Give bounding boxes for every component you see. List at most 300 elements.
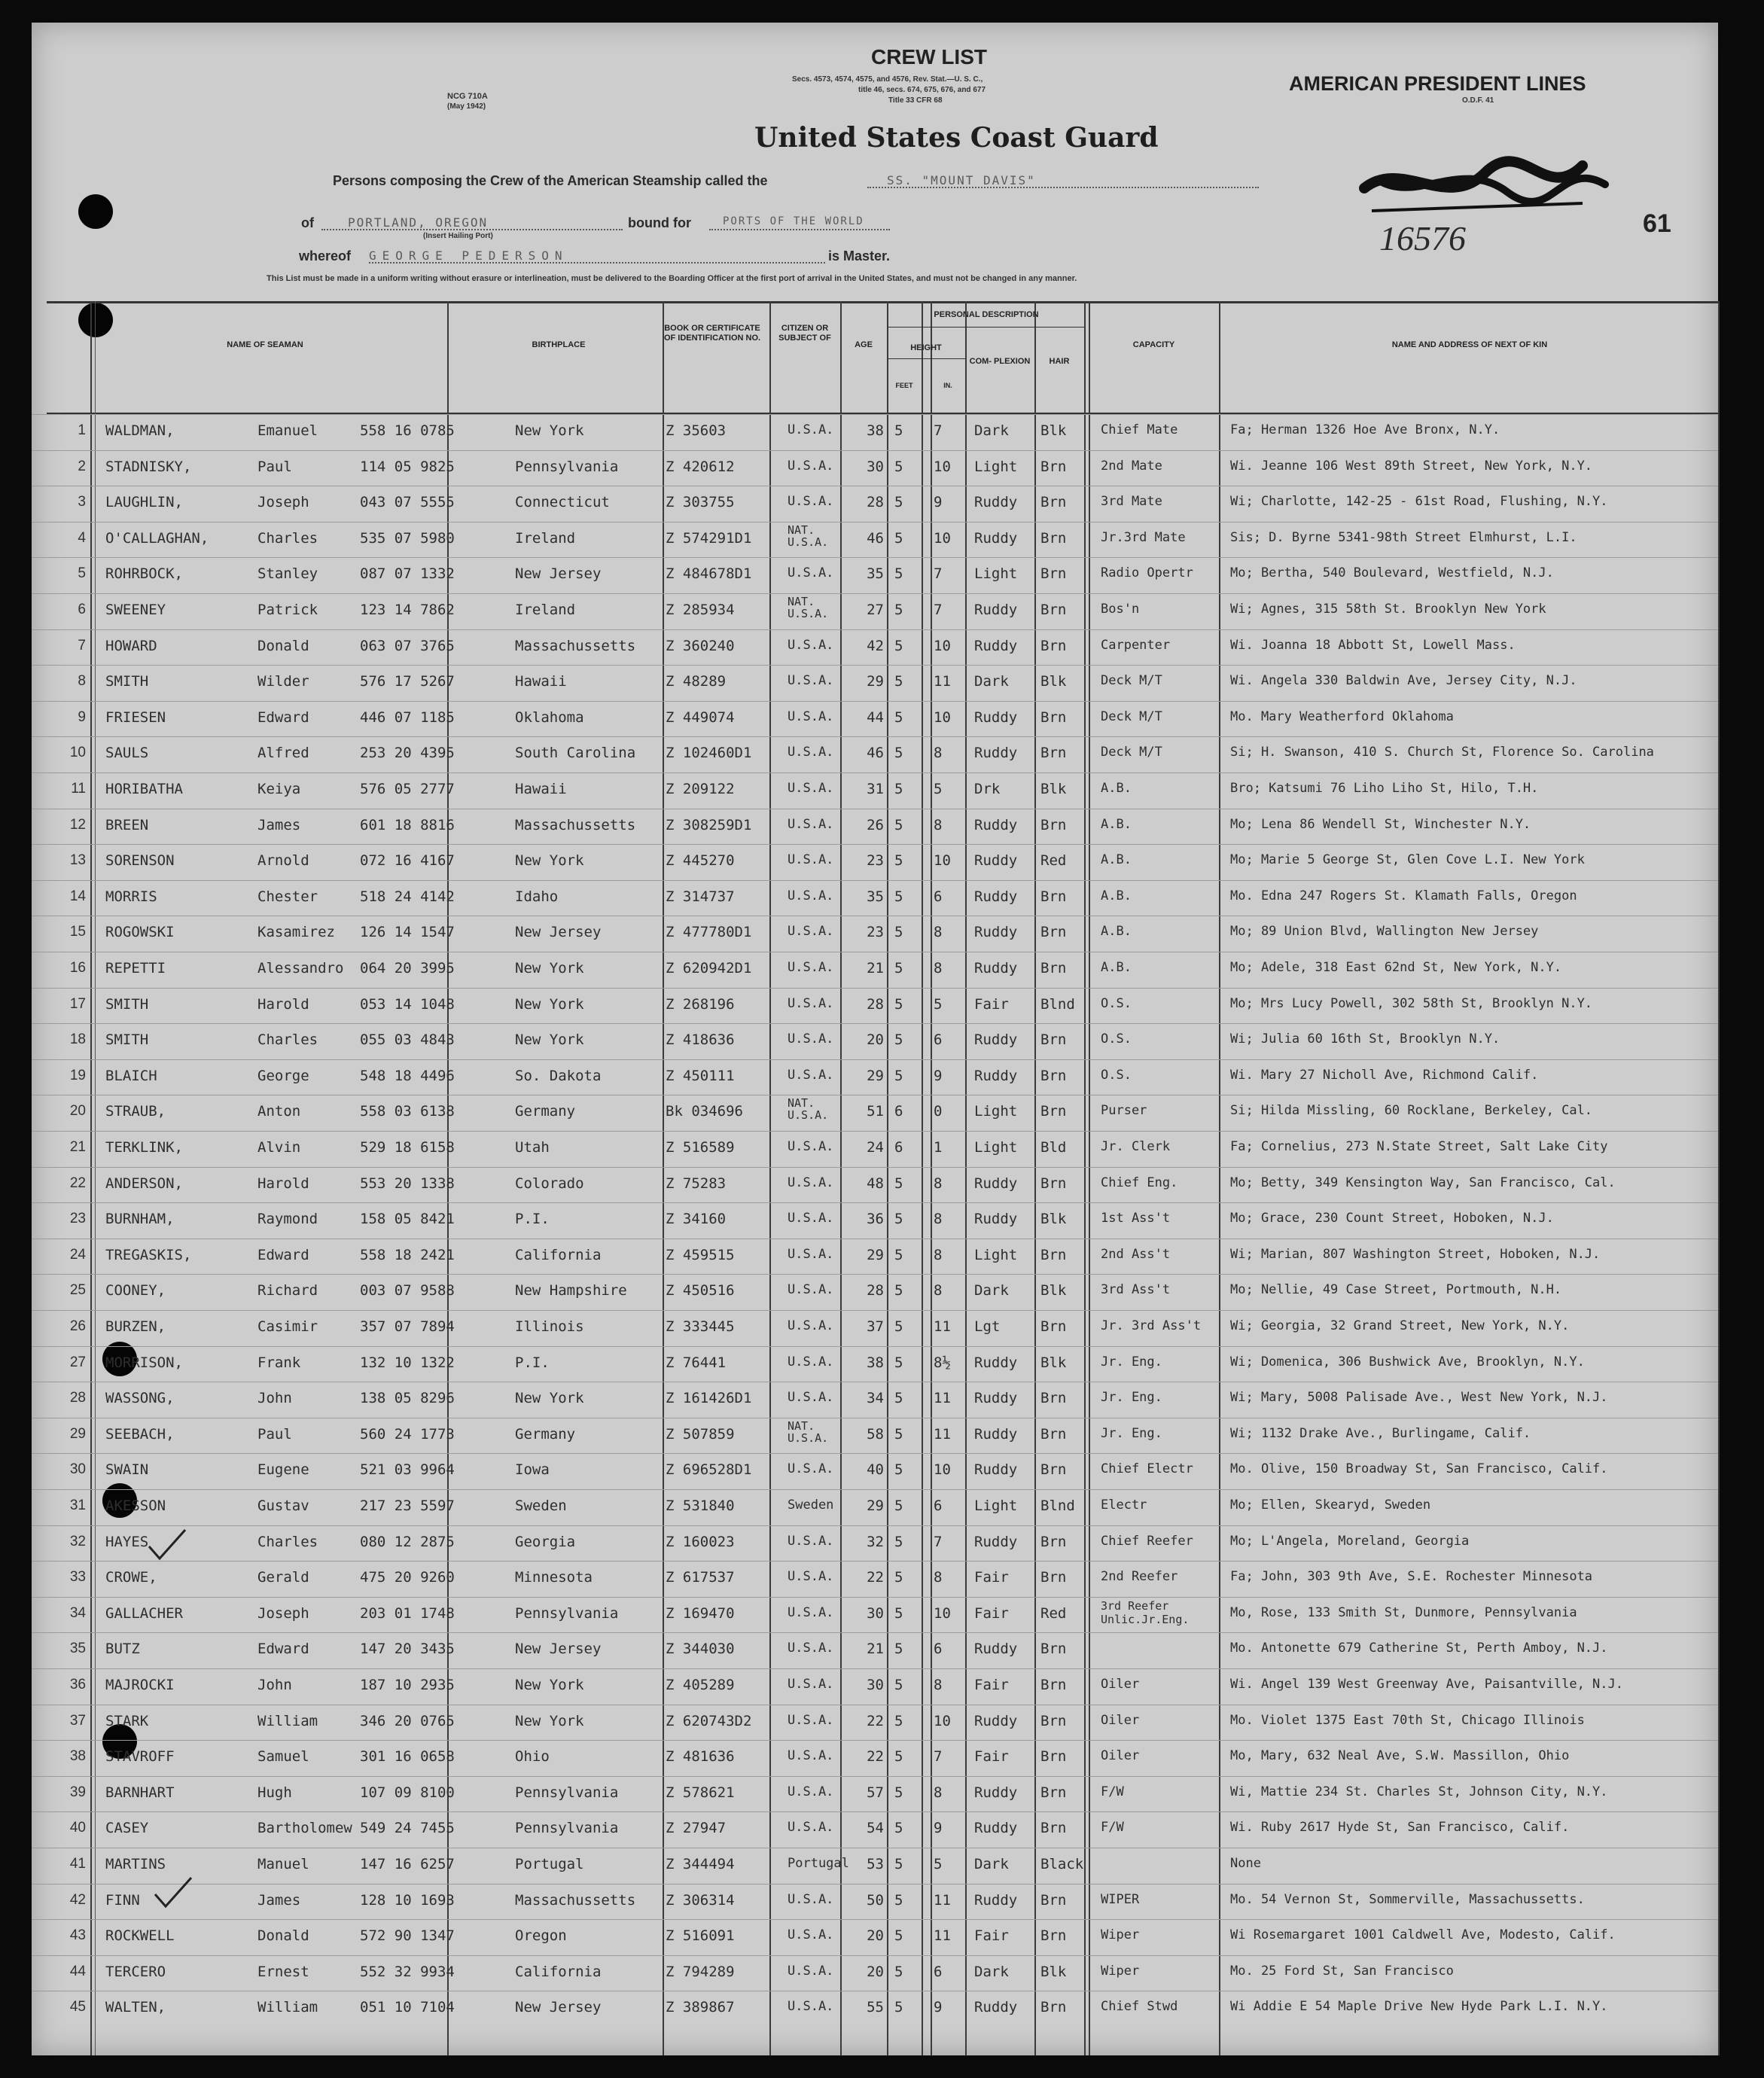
complexion: Light [974, 565, 1018, 583]
age: 54 [867, 1820, 884, 1837]
seaman-given-name: Paul [257, 458, 292, 475]
birthplace: Colorado [515, 1175, 584, 1192]
birthplace: Sweden [515, 1498, 567, 1514]
seaman-given-name: James [257, 816, 301, 833]
height-feet: 5 [894, 673, 903, 690]
certificate-number: Z 209122 [666, 781, 735, 797]
seaman-surname: AKESSON [105, 1498, 166, 1514]
birthplace: Pennsylvania [515, 1784, 619, 1801]
row-number: 26 [69, 1318, 86, 1334]
capacity: O.S. [1101, 995, 1132, 1011]
height-inches: 5 [934, 781, 943, 797]
table-row [32, 809, 1718, 842]
citizenship: U.S.A. [788, 1569, 834, 1585]
hair-color: Blk [1040, 673, 1067, 690]
citizenship: U.S.A. [788, 1354, 834, 1370]
age: 20 [867, 1927, 884, 1945]
row-number: 2 [78, 458, 86, 474]
next-of-kin: Wi. Angel 139 West Greenway Ave, Paisantville, N.J. [1230, 1677, 1623, 1692]
age: 29 [867, 1498, 884, 1514]
next-of-kin: Mo; Grace, 230 Count Street, Hoboken, N.J. [1230, 1211, 1554, 1226]
seaman-given-name: Edward [257, 1641, 309, 1658]
age: 30 [867, 1604, 884, 1622]
col-birthplace-header: BIRTHPLACE [532, 340, 586, 349]
birthplace: New Jersey [515, 924, 602, 941]
complexion: Light [974, 1103, 1018, 1120]
capacity: Carpenter [1101, 637, 1171, 653]
social-security-number: 003 07 9588 [360, 1282, 455, 1300]
capacity: Oiler [1101, 1712, 1140, 1728]
table-row [32, 1023, 1718, 1057]
seaman-given-name: Keiya [257, 781, 301, 797]
seaman-given-name: Patrick [257, 602, 318, 618]
certificate-number: Z 450516 [666, 1282, 735, 1300]
complexion: Dark [974, 673, 1009, 690]
capacity: 3rd Mate [1101, 494, 1162, 510]
capacity: Wiper [1101, 1963, 1140, 1979]
capacity: 1st Ass't [1101, 1211, 1171, 1226]
table-row [32, 1095, 1718, 1129]
citizenship: U.S.A. [788, 1031, 834, 1047]
social-security-number: 126 14 1547 [360, 924, 455, 941]
age: 20 [867, 1031, 884, 1049]
bound-value: PORTS OF THE WORLD [723, 215, 864, 227]
citizenship: NAT. U.S.A. [788, 595, 829, 620]
seaman-surname: SWAIN [105, 1461, 149, 1479]
age: 29 [867, 1067, 884, 1084]
citizenship: U.S.A. [788, 1318, 834, 1333]
capacity: O.S. [1101, 1031, 1132, 1047]
height-inches: 8½ [934, 1354, 951, 1371]
seaman-given-name: Edward [257, 1246, 309, 1263]
capacity: Chief Stwd [1101, 1999, 1178, 2015]
row-number: 4 [78, 529, 86, 546]
table-row [32, 988, 1718, 1022]
certificate-number: Z 449074 [666, 708, 735, 726]
row-number: 34 [69, 1604, 86, 1621]
capacity: Radio Opertr [1101, 565, 1193, 581]
height-inches: 11 [934, 1927, 951, 1945]
complexion: Light [974, 458, 1018, 475]
age: 46 [867, 529, 884, 547]
table-row [32, 1131, 1718, 1165]
height-inches: 8 [934, 1282, 943, 1300]
hair-color: Brn [1040, 1533, 1067, 1550]
age: 21 [867, 1641, 884, 1658]
seaman-given-name: Richard [257, 1282, 318, 1300]
row-number: 36 [69, 1677, 86, 1693]
next-of-kin: Mo; Ellen, Skearyd, Sweden [1230, 1498, 1431, 1513]
social-security-number: 576 05 2777 [360, 781, 455, 797]
birthplace: Pennsylvania [515, 1820, 619, 1837]
birthplace: Illinois [515, 1318, 584, 1335]
social-security-number: 576 17 5267 [360, 673, 455, 690]
table-row [32, 522, 1718, 556]
next-of-kin: Mo. 54 Vernon St, Sommerville, Massachussetts. [1230, 1891, 1585, 1907]
height-inches: 7 [934, 1748, 943, 1766]
table-row [32, 665, 1718, 699]
complexion: Ruddy [974, 708, 1018, 726]
hailing-port-note: (Insert Hailing Port) [423, 232, 493, 240]
seaman-surname: STAVROFF [105, 1748, 175, 1766]
row-number: 23 [69, 1211, 86, 1227]
complexion: Ruddy [974, 1175, 1018, 1192]
seaman-given-name: Paul [257, 1425, 292, 1443]
citizenship: U.S.A. [788, 816, 834, 832]
of-label: of [301, 215, 314, 230]
next-of-kin: Wi; Agnes, 315 58th St. Brooklyn New York [1230, 602, 1546, 617]
height-inches: 8 [934, 924, 943, 941]
birthplace: So. Dakota [515, 1067, 602, 1084]
hair-color: Blnd [1040, 995, 1075, 1013]
row-number: 3 [78, 494, 86, 510]
seaman-given-name: Harold [257, 1175, 309, 1192]
birthplace: Utah [515, 1139, 550, 1156]
capacity: Chief Eng. [1101, 1175, 1178, 1190]
capacity: O.S. [1101, 1067, 1132, 1083]
next-of-kin: Si; H. Swanson, 410 S. Church St, Florence So. Carolina [1230, 745, 1654, 760]
seaman-surname: SWEENEY [105, 602, 166, 618]
seaman-surname: BLAICH [105, 1067, 157, 1084]
next-of-kin: Sis; D. Byrne 5341-98th Street Elmhurst, L.I. [1230, 529, 1577, 545]
height-inches: 5 [934, 995, 943, 1013]
birthplace: California [515, 1246, 602, 1263]
citizenship: U.S.A. [788, 637, 834, 653]
table-row [32, 1059, 1718, 1093]
height-inches: 7 [934, 565, 943, 583]
col-certificate-header: BOOK OR CERTIFICATE OF IDENTIFICATION NO. [663, 324, 761, 343]
row-number: 39 [69, 1784, 86, 1800]
birthplace: New York [515, 1677, 584, 1693]
age: 40 [867, 1461, 884, 1479]
birthplace: Massachussetts [515, 1891, 636, 1909]
complexion: Dark [974, 422, 1009, 439]
seaman-surname: ROHRBOCK, [105, 565, 183, 583]
social-security-number: 217 23 5597 [360, 1498, 455, 1514]
row-number: 32 [69, 1533, 86, 1549]
seaman-given-name: William [257, 1712, 318, 1729]
certificate-number: Z 420612 [666, 458, 735, 475]
table-row [32, 1489, 1718, 1523]
seaman-surname: HORIBATHA [105, 781, 183, 797]
next-of-kin: Wi; Julia 60 16th St, Brooklyn N.Y. [1230, 1031, 1500, 1047]
age: 51 [867, 1103, 884, 1120]
capacity: Jr. Clerk [1101, 1139, 1171, 1154]
hair-color: Brn [1040, 888, 1067, 905]
social-security-number: 601 18 8816 [360, 816, 455, 833]
hair-color: Brn [1040, 1425, 1067, 1443]
social-security-number: 535 07 5980 [360, 529, 455, 547]
hair-color: Red [1040, 1604, 1067, 1622]
row-number: 37 [69, 1712, 86, 1729]
birthplace: New York [515, 422, 584, 439]
complexion: Ruddy [974, 816, 1018, 833]
citizenship: U.S.A. [788, 673, 834, 689]
height-feet: 5 [894, 1067, 903, 1084]
row-number: 18 [69, 1031, 86, 1048]
hair-color: Blk [1040, 1354, 1067, 1371]
social-security-number: 549 24 7455 [360, 1820, 455, 1837]
next-of-kin: Mo. Olive, 150 Broadway St, San Francisco, Calif. [1230, 1461, 1608, 1477]
certificate-number: Z 344030 [666, 1641, 735, 1658]
table-row [32, 1705, 1718, 1738]
height-feet: 5 [894, 888, 903, 905]
birthplace: Oklahoma [515, 708, 584, 726]
col-personal-header: PERSONAL DESCRIPTION [934, 310, 1039, 319]
capacity: 2nd Reefer [1101, 1569, 1178, 1585]
citizenship: NAT. U.S.A. [788, 523, 829, 549]
age: 30 [867, 1677, 884, 1693]
citizenship: U.S.A. [788, 852, 834, 868]
row-number: 30 [69, 1461, 86, 1478]
citizenship: U.S.A. [788, 1175, 834, 1190]
seaman-given-name: John [257, 1390, 292, 1407]
height-inches: 8 [934, 745, 943, 762]
next-of-kin: Mo; Adele, 318 East 62nd St, New York, N.Y. [1230, 960, 1562, 975]
next-of-kin: Mo; Lena 86 Wendell St, Winchester N.Y. [1230, 816, 1531, 832]
check-mark [151, 1875, 196, 1911]
height-inches: 11 [934, 1318, 951, 1335]
capacity: F/W [1101, 1784, 1124, 1799]
height-feet: 5 [894, 494, 903, 511]
height-inches: 6 [934, 1641, 943, 1658]
birthplace: New Hampshire [515, 1282, 627, 1300]
capacity: Purser [1101, 1103, 1147, 1119]
height-inches: 10 [934, 708, 951, 726]
next-of-kin: Wi; Domenica, 306 Bushwick Ave, Brooklyn, N.Y. [1230, 1354, 1585, 1370]
capacity: Wiper [1101, 1927, 1140, 1943]
row-number: 13 [69, 852, 86, 869]
port-value: PORTLAND, OREGON [348, 215, 489, 230]
hair-color: Brn [1040, 1246, 1067, 1263]
next-of-kin: Mo, Mary, 632 Neal Ave, S.W. Massillon, Ohio [1230, 1748, 1570, 1764]
certificate-number: Z 620743D2 [666, 1712, 752, 1729]
age: 30 [867, 458, 884, 475]
height-inches: 8 [934, 960, 943, 977]
age: 26 [867, 816, 884, 833]
seaman-given-name: Gustav [257, 1498, 309, 1514]
seaman-given-name: Arnold [257, 852, 309, 870]
height-feet: 5 [894, 1246, 903, 1263]
complexion: Ruddy [974, 1067, 1018, 1084]
row-number: 28 [69, 1390, 86, 1406]
citizenship: U.S.A. [788, 924, 834, 940]
certificate-number: Z 306314 [666, 1891, 735, 1909]
height-feet: 5 [894, 1820, 903, 1837]
height-inches: 8 [934, 1569, 943, 1586]
seaman-given-name: William [257, 1999, 318, 2016]
seaman-given-name: Frank [257, 1354, 301, 1371]
next-of-kin: Si; Hilda Missling, 60 Rocklane, Berkeley, Cal. [1230, 1103, 1593, 1119]
seaman-surname: MAJROCKI [105, 1677, 175, 1693]
birthplace: P.I. [515, 1354, 550, 1371]
table-row [32, 1955, 1718, 1989]
complexion: Fair [974, 1927, 1009, 1945]
capacity: 3rd Ass't [1101, 1282, 1171, 1298]
page-number: 61 [1643, 209, 1671, 238]
seaman-given-name: Raymond [257, 1211, 318, 1228]
height-feet: 5 [894, 1354, 903, 1371]
table-row [32, 486, 1718, 520]
seaman-given-name: George [257, 1067, 309, 1084]
complexion: Ruddy [974, 1820, 1018, 1837]
hair-color: Brn [1040, 816, 1067, 833]
complexion: Ruddy [974, 529, 1018, 547]
whereof-label: whereof [299, 248, 352, 264]
capacity: Chief Mate [1101, 422, 1178, 437]
table-row [32, 1382, 1718, 1415]
age: 20 [867, 1963, 884, 1980]
capacity: Jr. 3rd Ass't [1101, 1318, 1202, 1333]
statutes-line-1: Secs. 4573, 4574, 4575, and 4576, Rev. Stat.—U. S. C., [792, 75, 983, 84]
height-feet: 5 [894, 637, 903, 654]
height-inches: 10 [934, 1461, 951, 1479]
check-mark [145, 1527, 190, 1563]
social-security-number: 518 24 4142 [360, 888, 455, 905]
certificate-number: Z 484678D1 [666, 565, 752, 583]
certificate-number: Z 574291D1 [666, 529, 752, 547]
height-feet: 5 [894, 1963, 903, 1980]
certificate-number: Z 360240 [666, 637, 735, 654]
social-security-number: 128 10 1693 [360, 1891, 455, 1909]
seaman-given-name: Chester [257, 888, 318, 905]
complexion: Ruddy [974, 888, 1018, 905]
row-number: 21 [69, 1139, 86, 1155]
table-row [32, 1525, 1718, 1559]
seaman-surname: REPETTI [105, 960, 166, 977]
hair-color: Brn [1040, 1318, 1067, 1335]
citizenship: U.S.A. [788, 888, 834, 903]
height-inches: 7 [934, 1533, 943, 1550]
hair-color: Blnd [1040, 1498, 1075, 1514]
social-security-number: 560 24 1773 [360, 1425, 455, 1443]
next-of-kin: Mo; Mrs Lucy Powell, 302 58th St, Brooklyn N.Y. [1230, 995, 1593, 1011]
birthplace: Germany [515, 1425, 576, 1443]
age: 53 [867, 1856, 884, 1872]
next-of-kin: Wi. Joanna 18 Abbott St, Lowell Mass. [1230, 637, 1516, 653]
seaman-surname: SEEBACH, [105, 1425, 175, 1443]
seaman-surname: WASSONG, [105, 1390, 175, 1407]
height-inches: 9 [934, 1999, 943, 2016]
next-of-kin: Mo; L'Angela, Moreland, Georgia [1230, 1533, 1470, 1549]
hair-color: Brn [1040, 708, 1067, 726]
height-inches: 8 [934, 1211, 943, 1228]
capacity: A.B. [1101, 924, 1132, 940]
age: 57 [867, 1784, 884, 1801]
seaman-surname: TERCERO [105, 1963, 166, 1980]
height-inches: 10 [934, 1712, 951, 1729]
height-feet: 5 [894, 422, 903, 439]
height-feet: 5 [894, 1712, 903, 1729]
statutes-line-3: Title 33 CFR 68 [888, 96, 943, 105]
citizenship: U.S.A. [788, 1604, 834, 1620]
age: 31 [867, 781, 884, 797]
hair-color: Brn [1040, 745, 1067, 762]
complexion: Lgt [974, 1318, 1001, 1335]
table-row [32, 414, 1718, 448]
hair-color: Brn [1040, 1569, 1067, 1586]
age: 48 [867, 1175, 884, 1192]
table-row [32, 772, 1718, 806]
social-security-number: 203 01 1748 [360, 1604, 455, 1622]
certificate-number: Z 27947 [666, 1820, 727, 1837]
table-row [32, 844, 1718, 878]
height-feet: 5 [894, 924, 903, 941]
seaman-surname: CROWE, [105, 1569, 157, 1586]
birthplace: Iowa [515, 1461, 550, 1479]
social-security-number: 552 32 9934 [360, 1963, 455, 1980]
seaman-given-name: Joseph [257, 1604, 309, 1622]
hair-color: Brn [1040, 458, 1067, 475]
hair-color: Brn [1040, 1927, 1067, 1945]
hair-color: Brn [1040, 1999, 1067, 2016]
birthplace: New Jersey [515, 1999, 602, 2016]
height-inches: 10 [934, 852, 951, 870]
age: 32 [867, 1533, 884, 1550]
complexion: Ruddy [974, 1390, 1018, 1407]
height-feet: 5 [894, 1318, 903, 1335]
complexion: Fair [974, 1677, 1009, 1693]
birthplace: Pennsylvania [515, 458, 619, 475]
complexion: Drk [974, 781, 1001, 797]
social-security-number: 521 03 9964 [360, 1461, 455, 1479]
next-of-kin: Wi Rosemargaret 1001 Caldwell Ave, Modesto, Calif. [1230, 1927, 1616, 1943]
complexion: Light [974, 1246, 1018, 1263]
table-row [32, 701, 1718, 735]
statutes-line-2: title 46, secs. 674, 675, 676, and 677 [858, 86, 986, 94]
birthplace: Oregon [515, 1927, 567, 1945]
height-feet: 6 [894, 1103, 903, 1120]
complexion: Ruddy [974, 1533, 1018, 1550]
complexion: Ruddy [974, 1354, 1018, 1371]
social-security-number: 072 16 4167 [360, 852, 455, 870]
complexion: Ruddy [974, 637, 1018, 654]
hair-color: Blk [1040, 1282, 1067, 1300]
hair-color: Brn [1040, 1103, 1067, 1120]
seaman-given-name: Gerald [257, 1569, 309, 1586]
company-name: AMERICAN PRESIDENT LINES [1289, 72, 1586, 95]
row-number: 33 [69, 1569, 86, 1586]
col-age-header: AGE [855, 340, 873, 349]
row-number: 7 [78, 637, 86, 654]
social-security-number: 063 07 3765 [360, 637, 455, 654]
hair-color: Brn [1040, 1748, 1067, 1766]
hair-color: Brn [1040, 1641, 1067, 1658]
certificate-number: Z 169470 [666, 1604, 735, 1622]
hair-color: Brn [1040, 1461, 1067, 1479]
seaman-surname: WALDMAN, [105, 422, 175, 439]
citizenship: Portugal [788, 1856, 849, 1871]
seaman-surname: TREGASKIS, [105, 1246, 192, 1263]
age: 21 [867, 960, 884, 977]
height-inches: 8 [934, 1246, 943, 1263]
hair-color: Brn [1040, 924, 1067, 941]
seaman-given-name: Donald [257, 637, 309, 654]
birthplace: Portugal [515, 1856, 584, 1872]
seaman-given-name: Charles [257, 1533, 318, 1550]
certificate-number: Z 160023 [666, 1533, 735, 1550]
seaman-given-name: Harold [257, 995, 309, 1013]
seaman-given-name: Wilder [257, 673, 309, 690]
citizenship: U.S.A. [788, 1999, 834, 2015]
seaman-surname: CASEY [105, 1820, 149, 1837]
social-security-number: 357 07 7894 [360, 1318, 455, 1335]
citizenship: U.S.A. [788, 1677, 834, 1692]
certificate-number: Z 794289 [666, 1963, 735, 1980]
next-of-kin: Mo; Marie 5 George St, Glen Cove L.I. New York [1230, 852, 1585, 868]
height-inches: 8 [934, 1677, 943, 1693]
age: 24 [867, 1139, 884, 1156]
